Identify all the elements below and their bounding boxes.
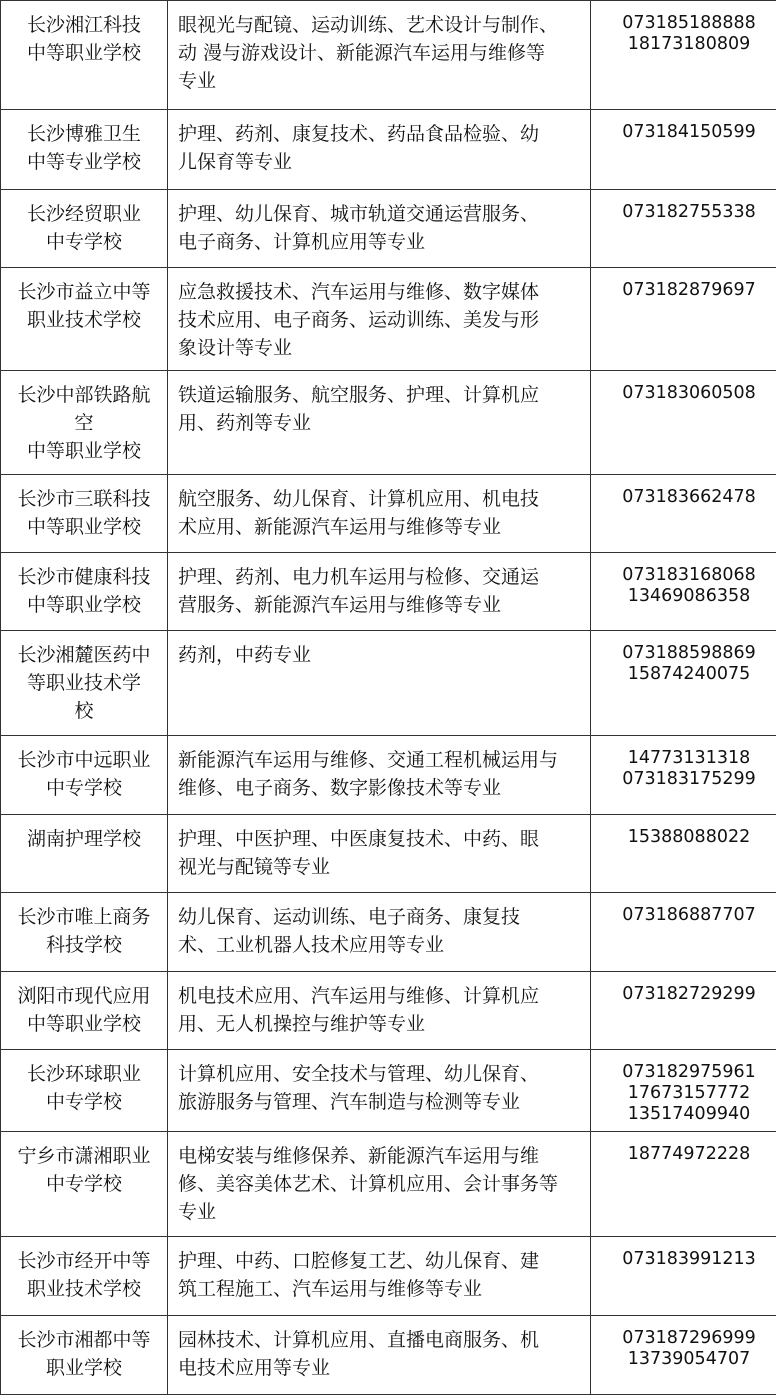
- table-row: [1, 631, 776, 736]
- table-row: [1, 736, 776, 815]
- table-row: [1, 190, 776, 268]
- school-name-cell: 长沙市湘都中等 职业学校: [1, 1316, 168, 1395]
- table-row: [1, 553, 776, 631]
- school-name-cell: 长沙市三联科技 中等职业学校: [1, 475, 168, 553]
- school-name-cell: 长沙中部铁路航 空 中等职业学校: [1, 371, 168, 475]
- majors-cell: 机电技术应用、汽车运用与维修、计算机应 用、无人机操控与维护等专业: [168, 972, 591, 1050]
- majors-cell: 新能源汽车运用与维修、交通工程机械运用与 维修、电子商务、数字影像技术等专业: [168, 736, 591, 815]
- majors-cell: 护理、中药、口腔修复工艺、幼儿保育、建 筑工程施工、汽车运用与维修等专业: [168, 1237, 591, 1316]
- phone-cell: 073182975961 17673157772 13517409940: [591, 1050, 776, 1132]
- phone-cell: 073187296999 13739054707: [591, 1316, 776, 1395]
- phone-cell: 073183991213: [591, 1237, 776, 1316]
- phone-cell: 073183168068 13469086358: [591, 553, 776, 631]
- phone-cell: 073183662478: [591, 475, 776, 553]
- table-row: [1, 110, 776, 190]
- phone-cell: 073185188888 18173180809: [591, 1, 776, 110]
- school-table-body: [1, 1, 776, 1395]
- majors-cell: 护理、中医护理、中医康复技术、中药、眼 视光与配镜等专业: [168, 815, 591, 893]
- school-name-cell: 长沙环球职业 中专学校: [1, 1050, 168, 1132]
- school-name-cell: 长沙博雅卫生 中等专业学校: [1, 110, 168, 190]
- school-name-cell: 长沙市唯上商务 科技学校: [1, 893, 168, 972]
- majors-cell: 药剂，中药专业: [168, 631, 591, 736]
- majors-cell: 航空服务、幼儿保育、计算机应用、机电技 术应用、新能源汽车运用与维修等专业: [168, 475, 591, 553]
- phone-cell: 073184150599: [591, 110, 776, 190]
- table-row: [1, 1050, 776, 1132]
- table-row: [1, 371, 776, 475]
- school-name-cell: 湖南护理学校: [1, 815, 168, 893]
- school-name-cell: 长沙市健康科技 中等职业学校: [1, 553, 168, 631]
- phone-cell: 18774972228: [591, 1132, 776, 1237]
- majors-cell: 护理、幼儿保育、城市轨道交通运营服务、 电子商务、计算机应用等专业: [168, 190, 591, 268]
- table-row: [1, 1237, 776, 1316]
- phone-cell: 14773131318 073183175299: [591, 736, 776, 815]
- school-name-cell: 长沙市中远职业 中专学校: [1, 736, 168, 815]
- majors-cell: 幼儿保育、运动训练、电子商务、康复技 术、工业机器人技术应用等专业: [168, 893, 591, 972]
- majors-cell: 计算机应用、安全技术与管理、幼儿保育、 旅游服务与管理、汽车制造与检测等专业: [168, 1050, 591, 1132]
- phone-cell: 073182755338: [591, 190, 776, 268]
- table-row: [1, 893, 776, 972]
- school-name-cell: 宁乡市潇湘职业 中专学校: [1, 1132, 168, 1237]
- table-row: [1, 1132, 776, 1237]
- table-row: [1, 1, 776, 110]
- school-name-cell: 浏阳市现代应用 中等职业学校: [1, 972, 168, 1050]
- school-name-cell: 长沙经贸职业 中专学校: [1, 190, 168, 268]
- school-name-cell: 长沙市益立中等 职业技术学校: [1, 268, 168, 371]
- majors-cell: 电梯安装与维修保养、新能源汽车运用与维 修、美容美体艺术、计算机应用、会计事务等 专业: [168, 1132, 591, 1237]
- school-name-cell: 长沙市经开中等 职业技术学校: [1, 1237, 168, 1316]
- table-row: [1, 1316, 776, 1395]
- phone-cell: 073186887707: [591, 893, 776, 972]
- table-row: [1, 268, 776, 371]
- majors-cell: 园林技术、计算机应用、直播电商服务、机 电技术应用等专业: [168, 1316, 591, 1395]
- phone-cell: 073183060508: [591, 371, 776, 475]
- majors-cell: 应急救援技术、汽车运用与维修、数字媒体 技术应用、电子商务、运动训练、美发与形 象设计等专业: [168, 268, 591, 371]
- table-row: [1, 815, 776, 893]
- phone-cell: 073182729299: [591, 972, 776, 1050]
- majors-cell: 护理、药剂、电力机车运用与检修、交通运 营服务、新能源汽车运用与维修等专业: [168, 553, 591, 631]
- phone-cell: 15388088022: [591, 815, 776, 893]
- school-name-cell: 长沙湘江科技 中等职业学校: [1, 1, 168, 110]
- table-row: [1, 972, 776, 1050]
- school-name-cell: 长沙湘麓医药中 等职业技术学 校: [1, 631, 168, 736]
- majors-cell: 铁道运输服务、航空服务、护理、计算机应 用、药剂等专业: [168, 371, 591, 475]
- majors-cell: 护理、药剂、康复技术、药品食品检验、幼 儿保育等专业: [168, 110, 591, 190]
- phone-cell: 073188598869 15874240075: [591, 631, 776, 736]
- table-row: [1, 475, 776, 553]
- phone-cell: 073182879697: [591, 268, 776, 371]
- majors-cell: 眼视光与配镜、运动训练、艺术设计与制作、 动 漫与游戏设计、新能源汽车运用与维修等 专业: [168, 1, 591, 110]
